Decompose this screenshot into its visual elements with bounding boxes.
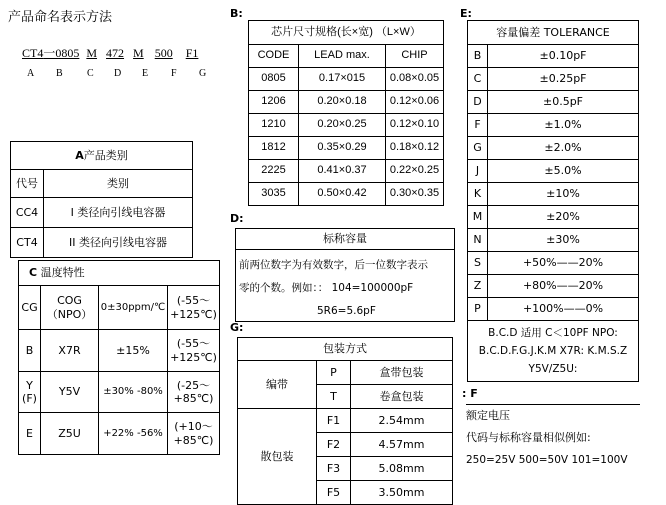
chip-header-code: CODE [249, 45, 299, 68]
code-part-a: CT4 [22, 46, 44, 60]
tolerance-note-line2: B.C.D.F.G.J.K.M X7R: K.M.S.Z [478, 344, 628, 357]
tolerance-code: B [468, 44, 488, 67]
code-part-f: 500 [154, 46, 173, 60]
chip-header-chip: CHIP [386, 45, 444, 68]
packaging-desc: 2.54mm [351, 409, 453, 433]
chip-lead: 0.41×0.37 [299, 160, 386, 183]
code-part-e: M [133, 46, 144, 60]
packaging-desc: 5.08mm [351, 457, 453, 481]
temp-material: X7R [41, 330, 99, 372]
chip-code: 1210 [249, 114, 299, 137]
temp-coefficient: 0±30ppm/℃ [99, 286, 168, 330]
chip-code: 0805 [249, 68, 299, 91]
chip-lead: 0.20×0.18 [299, 91, 386, 114]
tolerance-panel [467, 20, 639, 382]
product-category-title: A产品类别 [11, 142, 193, 170]
tolerance-note-line3: Y5V/Z5U: [528, 363, 578, 376]
packaging-code: F1 [317, 409, 351, 433]
nominal-capacitance-title: 标称容量 [236, 229, 454, 250]
packaging-code: F3 [317, 457, 351, 481]
chip-size: 0.22×0.25 [386, 160, 444, 183]
section-d-label: D: [230, 212, 244, 225]
code-letter-a: A [27, 68, 35, 79]
packaging-group-tape: 编带 [238, 361, 317, 409]
code-letter-c: C [87, 68, 94, 79]
tolerance-value: +50%——20% [488, 251, 639, 274]
chip-code: 1206 [249, 91, 299, 114]
tolerance-code: J [468, 159, 488, 182]
rated-voltage-title: 额定电压 [466, 409, 510, 422]
tolerance-value: ±0.25pF [488, 67, 639, 90]
chip-size: 0.12×0.10 [386, 114, 444, 137]
tolerance-note-line1: B.C.D 适用 C＜10PF NPO: [488, 326, 618, 339]
tolerance-value: ±10% [488, 182, 639, 205]
tolerance-code: N [468, 228, 488, 251]
packaging-code: F5 [317, 481, 351, 505]
tolerance-value: ±2.0% [488, 136, 639, 159]
tolerance-code: D [468, 90, 488, 113]
category-header-code: 代号 [11, 170, 44, 198]
packaging-code: F2 [317, 433, 351, 457]
temp-code: Y (F) [19, 372, 41, 413]
tolerance-code: S [468, 251, 488, 274]
tolerance-title: 容量偏差 TOLERANCE [468, 21, 638, 44]
nominal-capacitance-box [235, 228, 455, 322]
temp-coefficient: ±30% -80% [99, 372, 168, 413]
tolerance-code: C [468, 67, 488, 90]
tolerance-code: M [468, 205, 488, 228]
chip-code: 2225 [249, 160, 299, 183]
category-header-type: 类别 [44, 170, 193, 198]
temperature-title: C 温度特性 [18, 260, 220, 285]
temp-range: (-25～ +85℃) [168, 372, 220, 413]
packaging-group-bulk: 散包装 [238, 409, 317, 505]
packaging-code: T [317, 385, 351, 409]
code-part-d: 472 [106, 46, 125, 60]
chip-size: 0.08×0.05 [386, 68, 444, 91]
product-category-table [10, 141, 193, 258]
code-part-c: M [86, 46, 98, 60]
rated-voltage-line2: 250=25V 500=50V 101=100V [466, 454, 628, 466]
chip-lead: 0.17×015 [299, 68, 386, 91]
temp-material: COG （NPO） [41, 286, 99, 330]
temp-code: E [19, 413, 41, 455]
temp-coefficient: ±15% [99, 330, 168, 372]
packaging-title: 包装方式 [238, 338, 453, 361]
chip-size: 0.30×0.35 [386, 183, 444, 206]
code-letter-f: F [171, 68, 177, 79]
chip-size-table [248, 20, 444, 206]
section-g-label: G: [230, 321, 244, 334]
code-letter-b: B [56, 68, 63, 79]
chip-lead: 0.35×0.29 [299, 137, 386, 160]
tolerance-value: ±20% [488, 205, 639, 228]
temp-range: (+10～ +85℃) [168, 413, 220, 455]
capacitance-desc-line2: 零的个数。例如：： 104=100000pF [239, 282, 414, 294]
code-letter-e: E [142, 68, 149, 79]
tolerance-code: K [468, 182, 488, 205]
temperature-table [18, 285, 220, 455]
packaging-desc: 4.57mm [351, 433, 453, 457]
packaging-desc: 卷盒包装 [351, 385, 453, 409]
section-f-label: : F [462, 387, 478, 400]
temp-material: Z5U [41, 413, 99, 455]
chip-code: 3035 [249, 183, 299, 206]
packaging-table [237, 337, 453, 505]
tolerance-code: P [468, 297, 488, 320]
code-example [22, 44, 198, 61]
temp-material: Y5V [41, 372, 99, 413]
category-type: I 类径向引线电容器 [44, 198, 193, 228]
tolerance-value: +100%——0% [488, 297, 639, 320]
tolerance-value: +80%——20% [488, 274, 639, 297]
chip-size-title: 芯片尺寸规格(长×宽) （L×W） [249, 21, 444, 45]
code-part-g: F1 [185, 46, 199, 60]
tolerance-table [468, 21, 638, 321]
tolerance-code: Z [468, 274, 488, 297]
rated-voltage-line1: 代码与标称容量相似例如: [466, 431, 591, 444]
rated-voltage-box [466, 404, 640, 471]
tolerance-value: ±5.0% [488, 159, 639, 182]
packaging-code: P [317, 361, 351, 385]
chip-lead: 0.20×0.25 [299, 114, 386, 137]
chip-header-lead: LEAD max. [299, 45, 386, 68]
code-part-b: 一0805 [43, 46, 80, 60]
temp-code: B [19, 330, 41, 372]
category-code: CT4 [11, 228, 44, 258]
page-title: 产品命名表示方法 [8, 10, 113, 25]
chip-code: 1812 [249, 137, 299, 160]
packaging-desc: 3.50mm [351, 481, 453, 505]
temp-coefficient: +22% -56% [99, 413, 168, 455]
tolerance-code: F [468, 113, 488, 136]
temp-range: (-55～ +125℃) [168, 330, 220, 372]
section-b-label: B: [230, 7, 243, 20]
section-e-label: E: [460, 7, 472, 20]
temp-range: (-55～ +125℃) [168, 286, 220, 330]
tolerance-value: ±0.10pF [488, 44, 639, 67]
category-code: CC4 [11, 198, 44, 228]
chip-size: 0.18×0.12 [386, 137, 444, 160]
capacitance-desc-line3: 5R6=5.6pF [317, 305, 376, 317]
tolerance-code: G [468, 136, 488, 159]
packaging-desc: 盒带包装 [351, 361, 453, 385]
chip-lead: 0.50×0.42 [299, 183, 386, 206]
category-type: II 类径向引线电容器 [44, 228, 193, 258]
chip-size: 0.12×0.06 [386, 91, 444, 114]
tolerance-value: ±0.5pF [488, 90, 639, 113]
tolerance-value: ±1.0% [488, 113, 639, 136]
temp-code: CG [19, 286, 41, 330]
code-letter-g: G [199, 68, 207, 79]
tolerance-value: ±30% [488, 228, 639, 251]
code-letter-d: D [114, 68, 122, 79]
capacitance-desc-line1: 前两位数字为有效数字，后一位数字表示 [239, 259, 428, 271]
